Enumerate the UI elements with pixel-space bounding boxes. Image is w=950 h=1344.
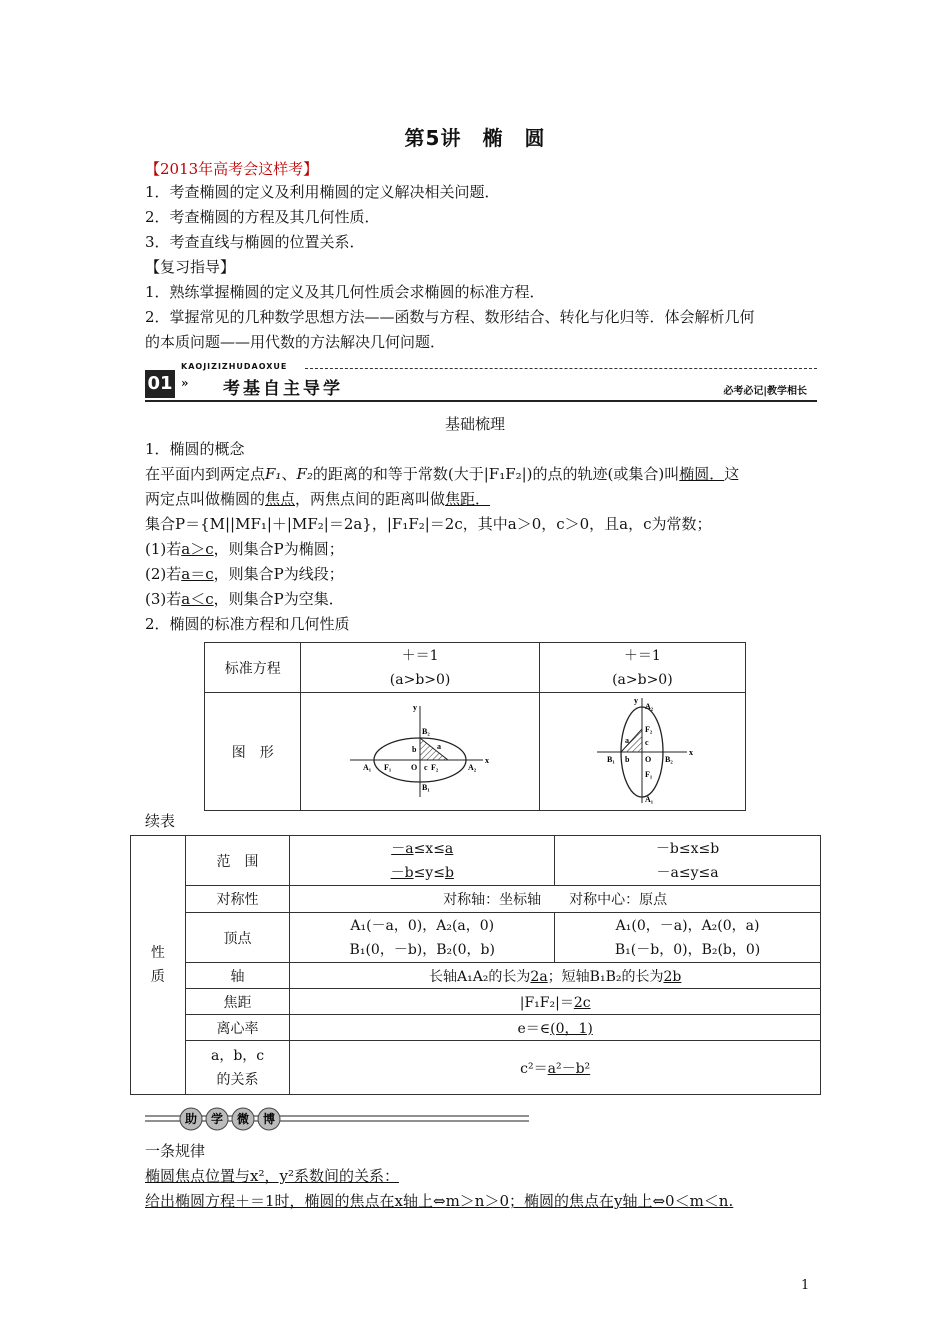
helper-char: 博 — [262, 1112, 276, 1126]
guide-item-2: 2．掌握常见的几种数学思想方法——函数与方程、数形结合、转化与化归等．体会解析几何 — [145, 308, 755, 326]
label-y: y — [413, 702, 418, 712]
concept-line-2 — [145, 488, 490, 510]
guide-header: 【复习指导】 — [145, 258, 236, 276]
rule-line-1: 椭圆焦点位置与x²，y²系数间的关系： — [145, 1167, 399, 1185]
label-axis: 轴 — [185, 963, 290, 989]
case-text: ，则集合P为空集． — [213, 590, 344, 608]
relation-label-1: a，b，c — [210, 1047, 265, 1064]
vertex-a: A₁(0，－a)，A₂(0，a) — [615, 917, 760, 934]
figure-labels — [607, 696, 693, 804]
label-eccentricity: 离心率 — [185, 1015, 290, 1041]
case-1 — [145, 538, 344, 560]
ellipse-vertical-figure — [587, 695, 697, 805]
ellipse-horizontal-figure — [345, 700, 495, 800]
vertex-vertical — [555, 913, 821, 963]
symmetry-value: 对称轴：坐标轴 对称中心：原点 — [290, 886, 821, 913]
equation-text: ＋＝1 — [401, 647, 439, 664]
case-2 — [145, 563, 344, 585]
range-part: b — [444, 864, 454, 881]
exam-item-3: 3．考查直线与椭圆的位置关系． — [145, 233, 365, 251]
banner-underline — [145, 400, 817, 402]
label-o: O — [645, 754, 652, 764]
label-a: a — [625, 735, 630, 745]
label-a1: A₁ — [645, 794, 654, 804]
banner-arrow-icon: » — [181, 376, 189, 390]
label-symmetry: 对称性 — [185, 886, 290, 913]
concept-text: 这 — [724, 465, 740, 483]
standard-equation-table — [204, 642, 746, 811]
axis-text: 长轴A₁A₂的长为 — [428, 968, 531, 985]
case-text: (3)若 — [145, 590, 182, 608]
range-part: －b — [390, 864, 414, 881]
row-label-equation: 标准方程 — [205, 643, 301, 693]
label-b2: B₂ — [422, 726, 430, 736]
section-title: 基础梳理 — [444, 415, 505, 433]
label-relation — [185, 1041, 290, 1095]
label-a1: A₁ — [363, 762, 372, 772]
figure-vertical-cell — [539, 693, 745, 811]
concept-text: 在平面内到两定点 — [145, 465, 266, 483]
label-f2: F₂ — [431, 762, 439, 772]
label-a2: A₂ — [468, 762, 477, 772]
label-a: a — [437, 741, 442, 751]
label-b1: B₁ — [607, 754, 616, 764]
range-x: －b≤x≤b — [655, 840, 720, 857]
helper-char: 助 — [184, 1112, 198, 1126]
figure-horizontal-cell — [301, 693, 539, 811]
case-text: (1)若 — [145, 540, 182, 558]
concept-line-1 — [145, 463, 739, 485]
section-banner — [145, 362, 817, 402]
concept-line-3: 集合P＝{M||MF₁|＋|MF₂|＝2a}，|F₁F₂|＝2c，其中a＞0，c＞0，且a，c为常数； — [145, 515, 712, 533]
case-text: ，则集合P为椭圆； — [213, 540, 344, 558]
label-f1: F₁ — [645, 769, 653, 779]
label-c: c — [424, 762, 428, 772]
helper-banner-graphic — [145, 1107, 529, 1131]
range-part: ≤x≤ — [413, 840, 445, 857]
label-focal-distance: 焦距 — [185, 989, 290, 1015]
properties-table — [130, 835, 821, 1095]
vertex-b: B₁(0，－b)，B₂(0，b) — [349, 941, 495, 958]
label-x: x — [485, 755, 490, 765]
properties-side-label — [131, 836, 186, 1095]
banner-right-a: 必考必记 — [723, 386, 764, 397]
exam-header: 【2013年高考会这样考】 — [145, 160, 319, 178]
range-y: －a≤y≤a — [656, 864, 719, 881]
helper-char: 学 — [210, 1112, 224, 1126]
label-f1: F₁ — [384, 762, 392, 772]
relation-label-2: 的关系 — [216, 1071, 259, 1088]
label-f2: F₂ — [645, 724, 653, 734]
banner-dash-line — [305, 368, 817, 369]
label-c: c — [645, 737, 649, 747]
concept-text: 两定点叫做椭圆的 — [145, 490, 266, 508]
helper-char: 微 — [236, 1112, 250, 1126]
banner-number: 01 — [145, 370, 175, 398]
concept-heading: 1．椭圆的概念 — [145, 440, 245, 458]
case-condition: a＞c — [181, 540, 214, 558]
range-vertical — [555, 836, 821, 886]
axis-major: 2a — [530, 968, 548, 985]
case-text: ，则集合P为线段； — [213, 565, 344, 583]
label-b1: B₁ — [422, 782, 430, 792]
guide-item-3: 的本质问题——用代数的方法解决几何问题． — [145, 333, 446, 351]
case-3 — [145, 588, 344, 610]
range-y — [290, 861, 554, 885]
equation-vertical — [539, 643, 745, 693]
banner-title: 考基自主导学 — [223, 379, 343, 399]
exam-item-2: 2．考查椭圆的方程及其几何性质． — [145, 208, 380, 226]
label-y: y — [634, 695, 639, 705]
label-b: b — [625, 754, 630, 764]
axis-minor: 2b — [663, 968, 682, 985]
label-b2: B₂ — [665, 754, 674, 764]
range-x — [290, 837, 554, 861]
term-focal-distance: 焦距． — [445, 490, 491, 508]
label-a2: A₂ — [645, 701, 654, 711]
focal-value — [290, 989, 821, 1015]
label-x: x — [689, 747, 694, 757]
case-condition: a＜c — [181, 590, 214, 608]
exam-item-1: 1．考查椭圆的定义及利用椭圆的定义解决相关问题． — [145, 183, 500, 201]
vertex-b: B₁(－b，0)，B₂(b，0) — [614, 941, 761, 958]
relation-text: c²＝ — [520, 1060, 548, 1077]
axis-value — [290, 963, 821, 989]
banner-right-label — [723, 382, 807, 397]
relation-value — [290, 1041, 821, 1095]
banner-right-b: 教学相长 — [767, 386, 807, 397]
guide-item-1: 1．熟练掌握椭圆的定义及其几何性质会求椭圆的标准方程． — [145, 283, 545, 301]
label-o: O — [411, 762, 418, 772]
eccentricity-value — [290, 1015, 821, 1041]
side-char: 质 — [150, 969, 165, 985]
label-range: 范 围 — [185, 836, 290, 886]
vertex-horizontal — [290, 913, 555, 963]
page-number: 1 — [801, 1278, 810, 1293]
rule-line-2: 给出椭圆方程＋＝1时，椭圆的焦点在x轴上⇔m＞n＞0；椭圆的焦点在y轴上⇔0＜m＜n. — [145, 1192, 734, 1210]
ecc-text: e＝∈ — [517, 1020, 551, 1037]
label-vertex: 顶点 — [185, 913, 290, 963]
std-heading: 2．椭圆的标准方程和几何性质 — [145, 615, 350, 633]
concept-sep: 、 — [281, 465, 297, 483]
ecc-answer: (0，1) — [550, 1020, 593, 1037]
concept-text: ，两焦点间的距离叫做 — [295, 490, 446, 508]
helper-banner — [145, 1107, 529, 1131]
range-part: －a — [391, 840, 414, 857]
side-char: 性 — [150, 945, 165, 961]
page-title: 第5讲 椭 圆 — [404, 126, 546, 150]
equation-horizontal — [301, 643, 539, 693]
axis-text: ；短轴B₁B₂的长为 — [547, 968, 664, 985]
rule-heading: 一条规律 — [145, 1142, 206, 1160]
vertex-a: A₁(－a，0)，A₂(a，0) — [350, 917, 495, 934]
case-text: (2)若 — [145, 565, 182, 583]
banner-pinyin: KAOJIZIZHUDAOXUE — [181, 362, 288, 371]
range-horizontal — [290, 836, 555, 886]
point-f2: F₂ — [296, 465, 313, 483]
term-ellipse: 椭圆． — [679, 465, 725, 483]
equation-text: ＋＝1 — [623, 647, 661, 664]
equation-condition: (a>b>0) — [389, 671, 451, 688]
term-focus: 焦点 — [265, 490, 296, 508]
banner-right-sep: | — [763, 386, 767, 397]
point-f1: F₁ — [265, 465, 282, 483]
row-label-figure: 图 形 — [205, 693, 301, 811]
concept-text: 的距离的和等于常数(大于|F₁F₂|)的点的轨迹(或集合)叫 — [312, 465, 680, 483]
range-part: ≤y≤ — [413, 864, 445, 881]
case-condition: a＝c — [181, 565, 214, 583]
focal-answer: 2c — [573, 994, 591, 1011]
continued-label: 续表 — [145, 812, 176, 830]
equation-condition: (a>b>0) — [612, 671, 673, 688]
label-b: b — [412, 744, 417, 754]
relation-answer: a²－b² — [547, 1060, 591, 1077]
range-part: a — [444, 840, 454, 857]
focal-text: |F₁F₂|＝ — [519, 994, 574, 1011]
